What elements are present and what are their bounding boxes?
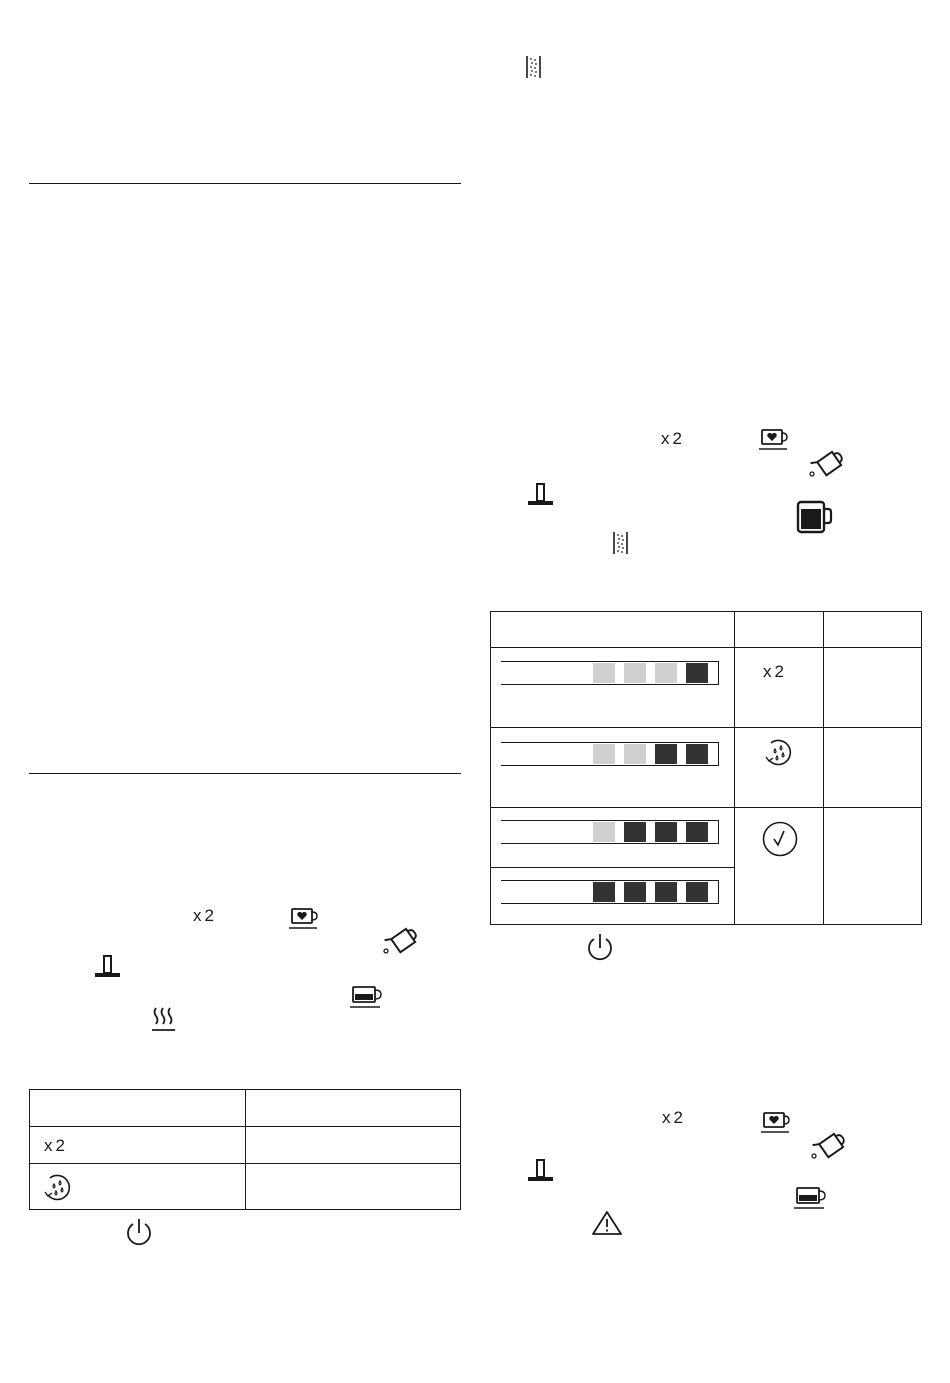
filter-icon — [524, 54, 544, 80]
table-cell — [491, 728, 735, 808]
table-row — [491, 808, 922, 868]
indicator-segment-on — [686, 822, 708, 842]
indicator-segment-off — [593, 663, 615, 683]
indicator-segment-on — [624, 822, 646, 842]
cup-icon — [793, 1186, 829, 1214]
table-cell — [246, 1127, 461, 1164]
cup-heart-icon — [758, 428, 792, 452]
table-header-cell — [30, 1090, 246, 1127]
x2-symbol: x2 — [193, 906, 217, 925]
milk-jug-icon — [810, 1131, 850, 1161]
table-cell — [30, 1127, 246, 1164]
indicator-segment-on — [593, 882, 615, 902]
indicator-bar — [501, 880, 719, 904]
steam-nozzle-icon — [527, 1158, 555, 1184]
steam-nozzle-icon — [94, 954, 122, 980]
indicator-segment-off — [593, 822, 615, 842]
indicator-segment-on — [655, 882, 677, 902]
indicator-table — [490, 611, 922, 925]
x2-symbol: x2 — [763, 662, 787, 681]
milk-jug-icon — [382, 926, 422, 956]
indicator-bar — [501, 661, 719, 685]
table-header-cell — [246, 1090, 461, 1127]
check-icon — [761, 820, 799, 858]
table-row — [30, 1164, 461, 1210]
table-cell — [824, 648, 922, 728]
table-header-cell — [491, 612, 735, 648]
x2-symbol: x2 — [661, 429, 685, 448]
indicator-segment-on — [686, 882, 708, 902]
indicator-segment-off — [655, 663, 677, 683]
indicator-segment-on — [686, 663, 708, 683]
table-cell — [491, 808, 735, 868]
left-table — [29, 1089, 461, 1210]
power-icon — [585, 931, 615, 963]
table-cell — [735, 648, 824, 728]
filter-icon — [611, 530, 631, 556]
x2-symbol: x2 — [44, 1136, 68, 1155]
indicator-bar — [501, 742, 719, 766]
table-header-cell — [735, 612, 824, 648]
table-cell — [735, 808, 824, 925]
indicator-segment-on — [655, 822, 677, 842]
indicator-segment-on — [624, 882, 646, 902]
indicator-segment-off — [624, 663, 646, 683]
milk-jug-icon — [808, 449, 848, 479]
x2-symbol: x2 — [662, 1108, 686, 1127]
descale-icon — [42, 1172, 74, 1202]
warning-icon — [591, 1210, 623, 1236]
indicator-segment-on — [686, 744, 708, 764]
steam-nozzle-icon — [527, 482, 555, 508]
table-header-cell — [824, 612, 922, 648]
mug-icon — [796, 500, 834, 536]
power-icon — [124, 1216, 154, 1248]
cup-heart-icon — [288, 907, 322, 931]
table-cell — [30, 1164, 246, 1210]
indicator-segment-on — [655, 744, 677, 764]
table-row — [491, 648, 922, 728]
table-cell — [491, 648, 735, 728]
indicator-segment-off — [593, 744, 615, 764]
heat-icon — [150, 1006, 178, 1034]
table-cell — [735, 728, 824, 808]
indicator-bar — [501, 820, 719, 844]
cup-heart-icon — [760, 1111, 794, 1135]
indicator-segment-off — [624, 744, 646, 764]
table-row — [491, 728, 922, 808]
section-divider — [29, 183, 461, 184]
table-cell — [824, 728, 922, 808]
table-row — [30, 1127, 461, 1164]
table-cell — [824, 808, 922, 925]
table-cell — [491, 868, 735, 925]
section-divider — [29, 773, 461, 774]
table-cell — [246, 1164, 461, 1210]
descale-icon — [763, 737, 795, 767]
cup-icon — [349, 985, 385, 1013]
